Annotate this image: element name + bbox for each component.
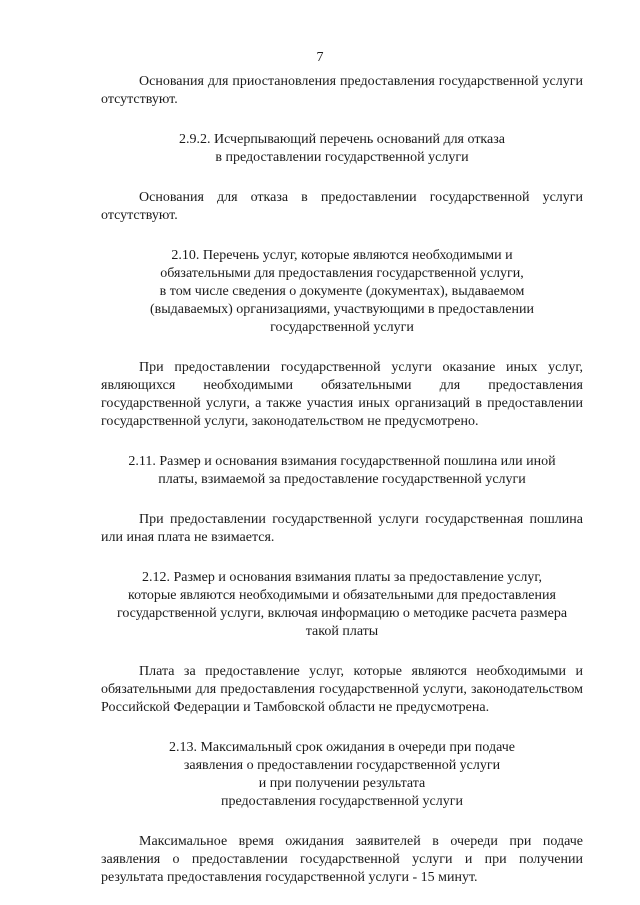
heading-line: 2.10. Перечень услуг, которые являются необходимыми и — [171, 248, 513, 263]
heading-line: такой платы — [305, 624, 379, 639]
heading-line: платы, взимаемой за предоставление государственной услуги — [158, 472, 526, 487]
heading-line: (выдаваемых) организациями, участвующими в предоставлении — [150, 302, 534, 317]
heading-line: в том числе сведения о документе (документах), выдаваемом — [159, 284, 525, 299]
paragraph-refusal-grounds: Основания для отказа в предоставлении государственной услуги отсутствуют. — [101, 190, 583, 223]
heading-line: предоставления государственной услуги — [221, 794, 463, 809]
heading-line: государственной услуги, включая информацию о методике расчета размера — [116, 606, 568, 621]
page-number: 7 — [316, 50, 324, 65]
paragraph-no-fee: При предоставлении государственной услуги государственная пошлина или иная плата не взимается. — [101, 512, 583, 545]
paragraph-suspension-grounds: Основания для приостановления предоставления государственной услуги отсутствуют. — [101, 74, 583, 107]
heading-2-12 — [101, 569, 583, 641]
paragraph-other-services: При предоставлении государственной услуги оказание иных услуг, являющихся необходимыми обязательными для предоставления государственной услуги, а также участия иных организаций в предоставлении государственной услуги, законодательством не предусмотрено. — [101, 360, 583, 429]
heading-line: которые являются необходимыми и обязательными для предоставления — [128, 588, 556, 603]
heading-line: 2.11. Размер и основания взимания государственной пошлина или иной — [128, 454, 556, 469]
heading-line: 2.12. Размер и основания взимания платы за предоставление услуг, — [141, 570, 543, 585]
heading-line: обязательными для предоставления государственной услуги, — [160, 266, 524, 281]
heading-line: и при получении результата — [258, 776, 426, 791]
heading-line: заявления о предоставлении государственной услуги — [183, 758, 501, 773]
heading-2-9-2 — [101, 131, 583, 167]
heading-line: в предоставлении государственной услуги — [215, 150, 469, 165]
heading-2-11 — [101, 453, 583, 489]
heading-line: 2.9.2. Исчерпывающий перечень оснований для отказа — [179, 132, 505, 147]
heading-line: государственной услуги — [270, 320, 414, 335]
heading-2-10 — [101, 247, 583, 337]
heading-2-13 — [101, 739, 583, 811]
paragraph-waiting-time: Максимальное время ожидания заявителей в очереди при подаче заявления о предоставлении государственной услуги и при получении результата предоставления государственной услуги - 15 минут. — [101, 834, 583, 885]
paragraph-service-fee: Плата за предоставление услуг, которые являются необходимыми и обязательными для предоставления государственной услуги, законодательством Российской Федерации и Тамбовской области не предусмотрена. — [101, 664, 583, 715]
heading-line: 2.13. Максимальный срок ожидания в очереди при подаче — [168, 740, 516, 755]
document-body — [101, 73, 583, 887]
